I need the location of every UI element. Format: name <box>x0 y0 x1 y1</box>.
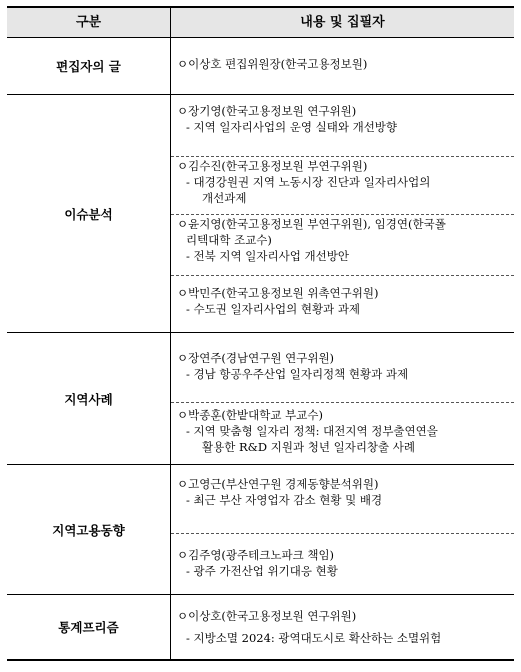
list-item <box>171 608 514 646</box>
entry-author: ㅇ윤지영(한국고용정보원 부연구위원), 임경연(한국폴 <box>177 217 446 231</box>
section-category: 통계프리즘 <box>58 620 119 635</box>
entry-topic: - 경남 항공우주산업 일자리정책 현황과 과제 <box>186 367 409 381</box>
entry-author: ㅇ김주영(광주테크노파크 책임) <box>177 548 335 562</box>
table-bottom-border <box>7 659 514 661</box>
entry-author: ㅇ장기영(한국고용정보원 연구위원) <box>177 104 357 118</box>
section-category: 지역사례 <box>64 391 113 407</box>
section-category: 편집자의 글 <box>56 59 121 74</box>
entry-topic: - 광주 가전산업 위기대응 현황 <box>186 564 338 578</box>
entry-author: ㅇ이상호 편집위원장(한국고용정보원) <box>177 57 368 71</box>
entry-author: ㅇ박종훈(한밭대학교 부교수) <box>177 408 323 422</box>
entry-topic: - 지역 맞춤형 일자리 정책: 대전지역 정부출연연을 <box>186 424 438 438</box>
section-regional-cases <box>7 333 514 465</box>
entry-topic: - 수도권 일자리사업의 현황과 과제 <box>186 302 361 316</box>
table-header <box>7 6 514 38</box>
section-statistics-prism <box>7 595 514 659</box>
entry-author: ㅇ장연주(경남연구원 연구위원) <box>177 351 335 365</box>
list-item <box>171 56 514 72</box>
section-editor <box>7 38 514 95</box>
entry-author-cont: 리텍대학 조교수) <box>186 233 272 247</box>
entry-author: ㅇ김수진(한국고용정보원 부연구위원) <box>177 159 368 173</box>
entry-author: ㅇ고영근(부산연구원 경제동향분석위원) <box>177 477 379 491</box>
section-category: 지역고용동향 <box>52 522 125 538</box>
section-issue-analysis <box>7 95 514 333</box>
list-item <box>171 275 514 333</box>
list-item <box>171 156 514 213</box>
section-regional-employment <box>7 465 514 595</box>
contents-table <box>7 6 514 661</box>
entry-topic-cont: 활용한 R&D 지원과 청년 일자리창출 사례 <box>202 440 416 454</box>
list-item <box>171 533 514 595</box>
column-divider <box>170 6 171 661</box>
entry-topic: - 최근 부산 자영업자 감소 현황 및 배경 <box>186 493 383 507</box>
section-category: 이슈분석 <box>64 206 113 222</box>
list-item <box>171 214 514 272</box>
entry-author: ㅇ박민주(한국고용정보원 위촉연구위원) <box>177 286 379 300</box>
header-content: 내용 및 집필자 <box>300 15 385 30</box>
entry-topic: - 지역 일자리사업의 운영 실태와 개선방향 <box>186 120 398 134</box>
list-item <box>171 350 514 400</box>
entry-author: ㅇ이상호(한국고용정보원 연구위원) <box>177 609 357 623</box>
entry-topic-cont: 개선과제 <box>202 191 247 205</box>
entry-topic: - 지방소멸 2024: 광역대도시로 확산하는 소멸위험 <box>186 631 442 645</box>
list-item <box>171 476 514 532</box>
entry-topic: - 대경강원권 지역 노동시장 진단과 일자리사업의 <box>186 175 431 189</box>
header-category: 구분 <box>75 15 102 30</box>
entry-topic: - 전북 지역 일자리사업 개선방안 <box>186 249 349 263</box>
list-item <box>171 103 514 155</box>
list-item <box>171 402 514 465</box>
